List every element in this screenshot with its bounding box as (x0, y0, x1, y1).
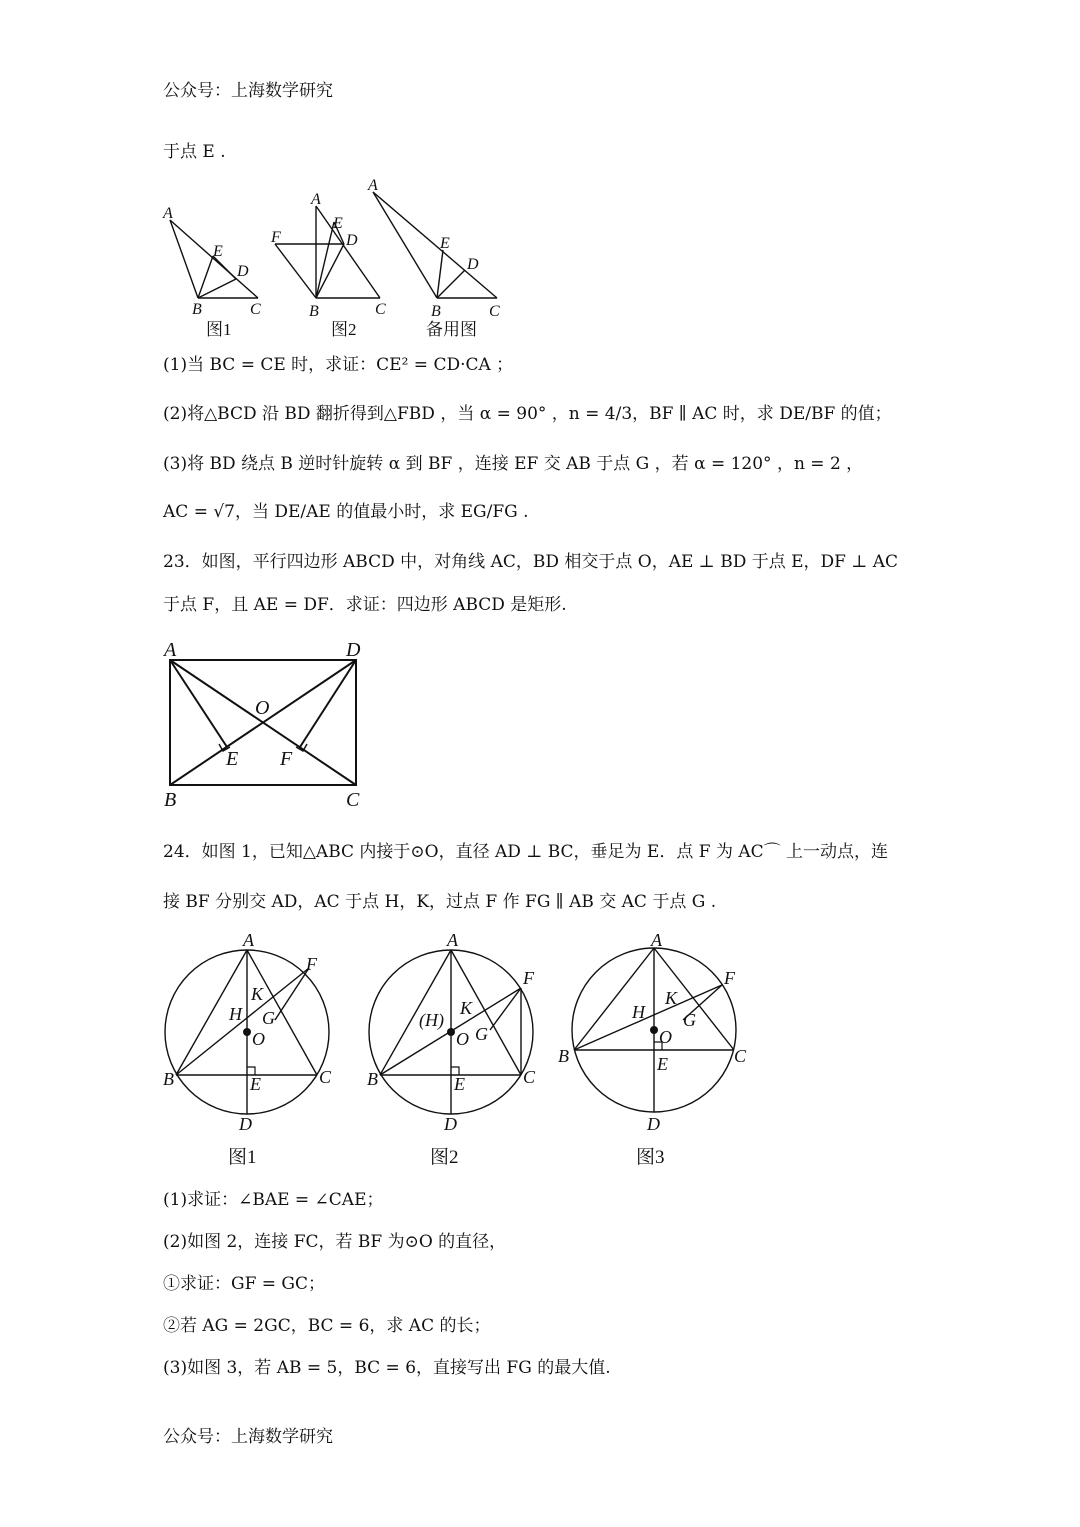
question-24-part1: (1)求证：∠BAE = ∠CAE； (163, 1190, 384, 1210)
label-G: G (262, 1008, 275, 1028)
label-H: H (632, 1002, 645, 1022)
label-C: C (375, 301, 386, 318)
label-A: A (651, 930, 662, 950)
label-K: K (665, 988, 678, 1008)
label-E: E (213, 243, 223, 260)
caption-24-fig2: 图2 (430, 1147, 459, 1168)
label-F: F (271, 229, 281, 246)
label-O: O (659, 1027, 672, 1047)
label-B: B (367, 1069, 378, 1089)
figure-23 (170, 660, 356, 785)
label-B: B (192, 301, 202, 318)
question-24-part3: (3)如图 3，若 AB = 5，BC = 6，直接写出 FG 的最大值. (163, 1358, 611, 1378)
label-K: K (251, 984, 264, 1004)
label-D: D (346, 639, 361, 661)
label-C: C (346, 789, 360, 811)
label-D: D (237, 263, 249, 280)
label-E: E (657, 1054, 668, 1074)
caption-fig2: 图2 (331, 320, 357, 339)
label-A: A (243, 930, 254, 950)
label-E: E (333, 215, 343, 232)
label-A: A (447, 930, 458, 950)
label-G: G (475, 1024, 488, 1044)
label-E: E (250, 1074, 261, 1094)
label-Hp: (H) (419, 1010, 444, 1030)
caption-24-fig3: 图3 (636, 1147, 665, 1168)
label-A: A (163, 205, 173, 222)
label-B: B (163, 1069, 174, 1089)
label-E: E (226, 748, 239, 770)
question-23-cont: 于点 F，且 AE = DF．求证：四边形 ABCD 是矩形. (163, 595, 567, 615)
label-D: D (467, 256, 479, 273)
label-F: F (280, 748, 293, 770)
question-24-part2b: ②若 AG = 2GC，BC = 6，求 AC 的长； (163, 1316, 491, 1336)
label-A: A (164, 639, 177, 661)
label-C: C (489, 303, 500, 320)
question-22-part2: (2)将△BCD 沿 BD 翻折得到△FBD ，当 α = 90° ，n = 4/3，BF ∥ AC 时，求 DE/BF 的值； (163, 404, 892, 424)
question-24-part2: (2)如图 2，连接 FC，若 BF 为⊙O 的直径， (163, 1232, 507, 1252)
question-23: 23．如图，平行四边形 ABCD 中，对角线 AC，BD 相交于点 O，AE ⊥ BD 于点 E，DF ⊥ AC (163, 552, 899, 572)
page-header: 公众号：上海数学研究 (163, 81, 333, 101)
question-22-part1: (1)当 BC = CE 时，求证：CE² = CD·CA ； (163, 355, 514, 375)
label-B: B (164, 789, 177, 811)
label-F: F (306, 954, 317, 974)
label-E: E (454, 1074, 465, 1094)
label-C: C (523, 1067, 536, 1087)
label-C: C (319, 1067, 332, 1087)
question-24: 24．如图 1，已知△ABC 内接于⊙O，直径 AD ⊥ BC，垂足为 E．点 F 为 AC⌒ 上一动点，连 (163, 842, 889, 862)
label-O: O (255, 697, 270, 719)
page-footer: 公众号：上海数学研究 (163, 1427, 333, 1447)
question-24-cont: 接 BF 分别交 AD，AC 于点 H，K，过点 F 作 FG ∥ AB 交 AC 于点 G . (163, 892, 717, 912)
label-E: E (440, 235, 450, 252)
label-O: O (252, 1029, 265, 1049)
label-C: C (734, 1046, 747, 1066)
label-B: B (431, 303, 441, 320)
label-O: O (456, 1029, 469, 1049)
label-B: B (558, 1046, 569, 1066)
label-F: F (724, 968, 735, 988)
label-F: F (523, 968, 534, 988)
question-22-part3-cont: AC = √7，当 DE/AE 的值最小时，求 EG/FG . (163, 502, 529, 522)
label-D: D (346, 232, 358, 249)
label-C: C (250, 301, 261, 318)
label-D: D (647, 1114, 660, 1134)
label-K: K (460, 998, 473, 1018)
label-A: A (311, 191, 321, 208)
caption-24-fig1: 图1 (228, 1147, 257, 1168)
text-line: 于点 E . (163, 142, 226, 162)
figure-22-spare (373, 192, 497, 298)
label-A: A (368, 177, 378, 194)
figure-22-2 (275, 206, 380, 298)
label-H: H (229, 1004, 242, 1024)
label-D: D (444, 1114, 457, 1134)
label-B: B (309, 303, 319, 320)
question-24-part2a: ①求证：GF = GC； (163, 1274, 326, 1294)
question-22-part3: (3)将 BD 绕点 B 逆时针旋转 α 到 BF ，连接 EF 交 AB 于点 G ，若 α = 120° ，n = 2 ， (163, 454, 864, 474)
caption-fig1: 图1 (206, 320, 232, 339)
label-G: G (683, 1010, 696, 1030)
caption-spare: 备用图 (426, 320, 477, 339)
label-D: D (239, 1114, 252, 1134)
